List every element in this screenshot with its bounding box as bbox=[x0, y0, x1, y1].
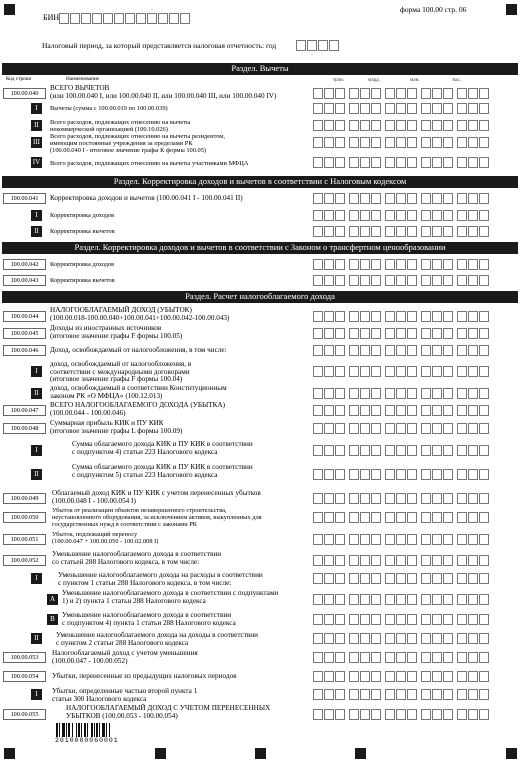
roman-041-2: II bbox=[31, 226, 42, 237]
bin-label: БИН bbox=[43, 13, 60, 22]
amount-054[interactable] bbox=[313, 671, 490, 682]
section-header-taxable-income: Раздел. Расчет налогооблагаемого дохода bbox=[2, 291, 518, 303]
corner-marker-top-left bbox=[4, 4, 15, 15]
corner-marker-top-right bbox=[506, 4, 517, 15]
row-code-040: 100.00.040 bbox=[3, 88, 46, 99]
amount-053[interactable] bbox=[313, 652, 490, 663]
corner-marker-bottom-left bbox=[4, 748, 15, 759]
row-code-041: 100.00.041 bbox=[3, 193, 46, 204]
row-code-053: 100.00.053 bbox=[3, 652, 46, 663]
roman-054-1: I bbox=[31, 689, 42, 700]
row-label-054: Убытки, перенесенные из предыдущих налоговых периодов bbox=[52, 672, 237, 680]
barcode-number: 2010000060001 bbox=[55, 737, 119, 744]
amount-048-2[interactable] bbox=[313, 469, 490, 480]
row-label-041: Корректировка доходов и вычетов (100.00.041 I - 100.00.041 II) bbox=[50, 194, 243, 202]
letter-052-a: A bbox=[47, 594, 58, 605]
amount-047[interactable] bbox=[313, 405, 490, 416]
row-label-041-1: Корректировка доходов bbox=[50, 212, 115, 219]
row-code-046: 100.00.046 bbox=[3, 345, 46, 356]
section-header-tax-code-adjust: Раздел. Корректировка доходов и вычетов в соответствии с Налоговым кодексом bbox=[2, 176, 518, 188]
roman-052-2: II bbox=[31, 633, 42, 644]
bin-input[interactable] bbox=[59, 13, 191, 24]
row-code-043: 100.00.043 bbox=[3, 275, 46, 286]
amount-046[interactable] bbox=[313, 345, 490, 356]
unit-million: млн. bbox=[410, 78, 420, 83]
amount-040[interactable] bbox=[313, 88, 490, 99]
row-label-042: Корректировка доходов bbox=[50, 261, 115, 268]
column-header-code: Код строки bbox=[6, 76, 32, 82]
amount-052[interactable] bbox=[313, 555, 490, 566]
row-label-054-1: Убытки, определенные частью второй пункта 1 статьи 300 Налогового кодекса bbox=[52, 687, 198, 703]
row-label-049: Облагаемый доход КИК и ПУ КИК с учетом перенесенных убытков (100.00.048 I - 100.00.054 I) bbox=[52, 489, 261, 505]
section-header-transfer-pricing: Раздел. Корректировка доходов и вычетов в соответствии с Законом о трансфертном ценообразовании bbox=[2, 242, 518, 254]
roman-048-2: II bbox=[31, 469, 42, 480]
row-code-049: 100.00.049 bbox=[3, 493, 46, 504]
row-label-040-3: Всего расходов, подлежащих отнесению на вычеты резидентом, имеющим постоянные учреждения за пределами РК (100.00.040 I - итоговое значение графы К формы 100.05) bbox=[50, 133, 225, 154]
roman-052-1: I bbox=[31, 573, 42, 584]
marker-bottom-mid-1 bbox=[155, 748, 166, 759]
row-label-053: Налогооблагаемый доход с учетом уменьшения (100.00.047 - 100.00.052) bbox=[52, 649, 198, 665]
year-input[interactable] bbox=[296, 40, 340, 51]
amount-045[interactable] bbox=[313, 328, 490, 339]
row-label-043: Корректировка вычетов bbox=[50, 277, 115, 284]
amount-041-1[interactable] bbox=[313, 210, 490, 221]
row-label-052: Уменьшение налогооблагаемого дохода в соответствии со статьей 288 Налогового кодекса, в том числе: bbox=[52, 550, 222, 566]
roman-040-1: I bbox=[31, 103, 42, 114]
amount-052-2[interactable] bbox=[313, 633, 490, 644]
amount-040-3[interactable] bbox=[313, 137, 490, 148]
amount-052-b[interactable] bbox=[313, 614, 490, 625]
amount-041-2[interactable] bbox=[313, 226, 490, 237]
row-label-048-1: Сумма облагаемого дохода КИК и ПУ КИК в соответствии с подпунктом 4) статьи 223 Налогового кодекса bbox=[72, 440, 253, 456]
amount-046-1[interactable] bbox=[313, 366, 490, 377]
letter-052-b: B bbox=[47, 614, 58, 625]
amount-052-1[interactable] bbox=[313, 573, 490, 584]
row-label-040-2: Всего расходов, подлежащих отнесению на вычеты некоммерческой организацией (100.10.026) bbox=[50, 119, 191, 133]
row-code-047: 100.00.047 bbox=[3, 405, 46, 416]
row-code-052: 100.00.052 bbox=[3, 555, 46, 566]
roman-040-2: II bbox=[31, 120, 42, 131]
amount-050[interactable] bbox=[313, 512, 490, 523]
row-code-050: 100.00.050 bbox=[3, 512, 46, 523]
amount-044[interactable] bbox=[313, 311, 490, 322]
row-code-055: 100.00.055 bbox=[3, 709, 46, 720]
row-label-040-1: Вычеты (сумма с 100.00.019 по 100.00.039) bbox=[50, 105, 168, 112]
row-label-041-2: Корректировка вычетов bbox=[50, 228, 115, 235]
row-code-048: 100.00.048 bbox=[3, 423, 46, 434]
row-label-050: Убыток от реализации объектов незавершенного строительства, неустановленного оборудования, за исключением активов, выкупленных для государственных нужд в соответствии с законами РК bbox=[52, 507, 262, 528]
row-label-046-1: доход, освобождаемый от налогообложения, в соответствии с международными договорами (итоговое значение графы F формы 100.04) bbox=[50, 360, 192, 383]
column-header-name: Наименование bbox=[66, 76, 99, 82]
amount-040-2[interactable] bbox=[313, 120, 490, 131]
row-label-052-2: Уменьшение налогооблагаемого дохода на доходы в соответствии с пунктом 2 статьи 288 Налогового кодекса bbox=[56, 631, 258, 647]
amount-042[interactable] bbox=[313, 259, 490, 270]
marker-bottom-mid-3 bbox=[355, 748, 366, 759]
row-code-042: 100.00.042 bbox=[3, 259, 46, 270]
row-label-046-2: доход, освобождаемый в соответствии Конституционным законом РК «О МФЦА» (100.12.013) bbox=[50, 384, 227, 400]
row-label-048: Суммарная прибыль КИК и ПУ КИК (итоговое значение графы L формы 100.09) bbox=[50, 419, 183, 435]
row-label-045: Доходы из иностранных источников (итоговое значение графы F формы 100.05) bbox=[50, 324, 183, 340]
row-label-055: НАЛОГООБЛАГАЕМЫЙ ДОХОД С УЧЕТОМ ПЕРЕНЕСЕННЫХ УБЫТКОВ (100.00.053 - 100.00.054) bbox=[66, 704, 271, 720]
amount-046-2[interactable] bbox=[313, 388, 490, 399]
unit-trillion: трлн. bbox=[333, 78, 345, 83]
corner-marker-bottom-right bbox=[506, 748, 517, 759]
roman-046-1: I bbox=[31, 366, 42, 377]
row-code-051: 100.00.051 bbox=[3, 534, 46, 545]
amount-055[interactable] bbox=[313, 709, 490, 720]
row-label-052-a: Уменьшение налогооблагаемого дохода в соответствии с подпунктами 1) и 2) пункта 1 статьи 288 Налогового кодекса bbox=[62, 589, 279, 605]
period-label: Налоговый период, за который представляется налоговая отчетность: год bbox=[42, 41, 277, 50]
row-code-045: 100.00.045 bbox=[3, 328, 46, 339]
row-label-046: Доход, освобождаемый от налогообложения, в том числе: bbox=[50, 346, 227, 354]
row-label-044: НАЛОГООБЛАГАЕМЫЙ ДОХОД (УБЫТОК) (100.00.018-100.00.040+100.00.041+100.00.042-100.00.043) bbox=[50, 306, 230, 322]
roman-046-2: II bbox=[31, 388, 42, 399]
unit-thousand: тыс. bbox=[452, 78, 462, 83]
amount-054-1[interactable] bbox=[313, 689, 490, 700]
amount-040-4[interactable] bbox=[313, 157, 490, 168]
roman-040-3: III bbox=[33, 138, 40, 146]
roman-048-1: I bbox=[31, 445, 42, 456]
amount-052-a[interactable] bbox=[313, 594, 490, 605]
row-code-054: 100.00.054 bbox=[3, 671, 46, 682]
row-label-040: ВСЕГО ВЫЧЕТОВ (или 100.00.040 I, или 100.00.040 II, или 100.00.040 III, или 100.00.040 IV) bbox=[50, 84, 277, 100]
marker-bottom-mid-2 bbox=[255, 748, 266, 759]
section-header-deductions: Раздел. Вычеты bbox=[2, 63, 518, 75]
amount-040-1[interactable] bbox=[313, 103, 490, 114]
row-label-048-2: Сумма облагаемого дохода КИК и ПУ КИК в соответствии с подпунктом 5) статьи 223 Налогового кодекса bbox=[72, 463, 253, 479]
row-label-051: Убыток, подлежащий переносу (100.00.047 + 100.00.050 - 100.02.008 I) bbox=[52, 531, 159, 545]
form-label: форма 100.00 стр. 06 bbox=[400, 5, 467, 14]
row-label-047: ВСЕГО НАЛОГООБЛАГАЕМОГО ДОХОДА (УБЫТКА) (100.00.044 - 100.00.046) bbox=[50, 401, 225, 417]
unit-billion: млрд. bbox=[368, 78, 380, 83]
row-label-052-1: Уменьшение налогооблагаемого дохода на расходы в соответствии с пунктом 1 статьи 288 Налогового кодекса, в том числе: bbox=[58, 571, 263, 587]
amount-051[interactable] bbox=[313, 534, 490, 545]
amount-048-1[interactable] bbox=[313, 445, 490, 456]
barcode bbox=[56, 723, 128, 737]
amount-048[interactable] bbox=[313, 423, 490, 434]
roman-041-1: I bbox=[31, 210, 42, 221]
row-label-052-b: Уменьшение налогооблагаемого дохода в соответствии с подпунктом 4) пункта 1 статьи 288 Налогового кодекса bbox=[62, 611, 236, 627]
amount-049[interactable] bbox=[313, 493, 490, 504]
row-code-044: 100.00.044 bbox=[3, 311, 46, 322]
amount-041[interactable] bbox=[313, 193, 490, 204]
roman-040-4: IV bbox=[32, 158, 41, 166]
row-label-040-4: Всего расходов, подлежащих отнесению на вычеты участниками МФЦА bbox=[50, 160, 249, 167]
amount-043[interactable] bbox=[313, 275, 490, 286]
